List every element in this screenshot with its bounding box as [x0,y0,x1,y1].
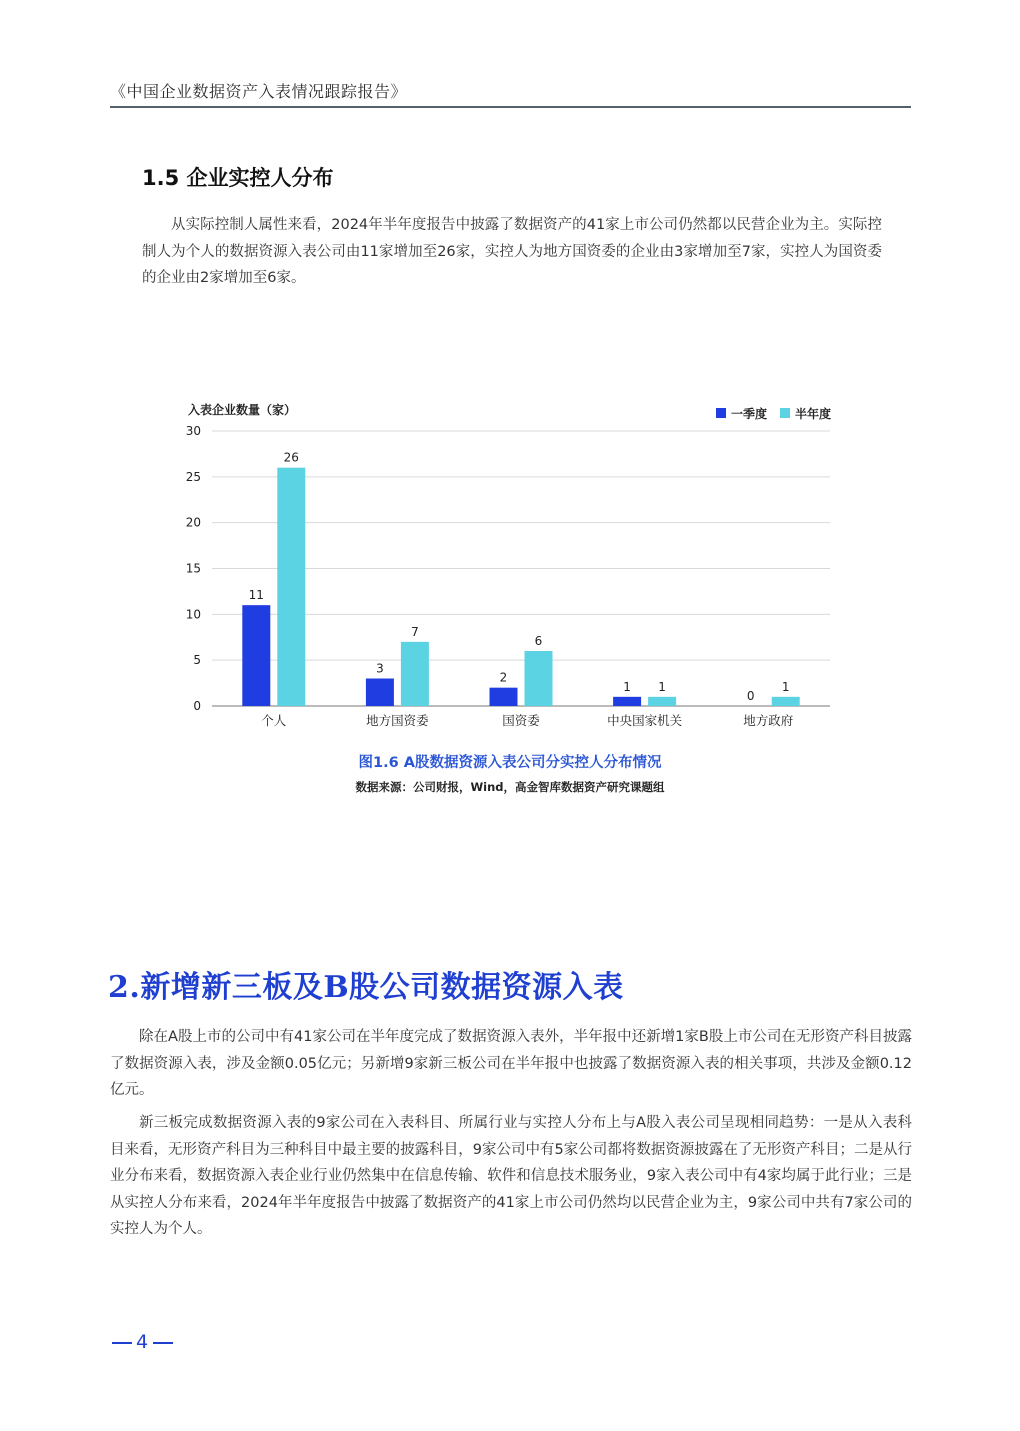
page-number [108,1331,177,1353]
chapter-heading: 2.新增新三板及B股公司数据资源入表 [108,970,624,1005]
bar [366,679,394,707]
data-label: 6 [534,634,543,648]
bar [613,697,641,706]
figure-source: 数据来源：公司财报，Wind，高金智库数据资产研究课题组 [355,780,665,794]
bar [525,651,553,706]
y-tick-label: 15 [185,561,201,576]
bar [242,605,270,706]
page-number-text: 4 [136,1331,150,1353]
data-label: 11 [248,588,264,603]
data-label: 7 [411,624,419,639]
y-tick-label: 20 [185,515,201,530]
x-tick-label: 地方国资委 [366,713,429,728]
x-tick-label: 国资委 [502,713,540,728]
x-tick-label: 中央国家机关 [607,713,683,728]
chapter-paragraph: 除在A股上市的公司中有41家公司在半年度完成了数据资源入表外，半年报中还新增1家B股上市公司在无形资产科目披露了数据资源入表，涉及金额0.05亿元；另新增9家新三板公司在半年报中也披露了数据资源入表的相关事项，共涉及金额0.12亿元。 [110,1029,912,1098]
y-tick-label: 10 [185,607,201,622]
data-label: 0 [746,689,755,703]
bar [277,468,305,706]
data-label: 1 [781,679,790,694]
y-tick-label: 30 [185,424,201,438]
running-header: 《中国企业数据资产入表情况跟踪报告》 [110,82,408,101]
y-tick-label: 5 [193,653,201,668]
legend-swatch [780,408,790,418]
section-paragraph: 从实际控制人属性来看，2024年半年度报告中披露了数据资产的41家上市公司仍然都以民营企业为主。实际控制人为个人的数据资源入表公司由11家增加至26家，实控人为地方国资委的企业由3家增加至7家，实控人为国资委的企业由2家增加至6家。 [142,217,882,286]
bar [648,697,676,706]
page-number-dash [153,1342,173,1344]
legend-label: 一季度 [731,407,768,421]
data-label: 1 [623,679,631,694]
page-number-dash [112,1342,132,1344]
chapter-paragraph: 新三板完成数据资源入表的9家公司在入表科目、所属行业与实控人分布上与A股入表公司呈现相同趋势：一是从入表科目来看，无形资产科目为三种科目中最主要的披露科目，9家公司中有5家公司都将数据资源披露在了无形资产科目；二是从行业分布来看，数据资源入表企业行业仍然集中在信息传输、软件和信息技术服务业，9家入表公司中有4家均属于此行业；三是从实控人分布来看，2024年半年度报告中披露了数据资产的41家上市公司仍然均以民营企业为主，9家公司中共有7家公司的实控人为个人。 [110,1115,912,1237]
data-label: 26 [283,450,299,465]
legend-label: 半年度 [795,407,832,421]
bar [401,642,429,706]
section-heading: 1.5 企业实控人分布 [142,166,334,190]
x-tick-label: 个人 [261,713,287,728]
figure-caption: 图1.6 A股数据资源入表公司分实控人分布情况 [358,755,662,771]
x-tick-label: 地方政府 [743,713,794,728]
bar [490,688,518,706]
y-tick-label: 0 [193,699,201,713]
data-label: 1 [658,679,666,694]
y-axis-title: 入表企业数量（家） [188,403,297,417]
legend-swatch [716,408,726,418]
data-label: 2 [499,670,508,685]
data-label: 3 [376,661,384,676]
y-tick-label: 25 [185,469,201,484]
bar [772,697,800,706]
